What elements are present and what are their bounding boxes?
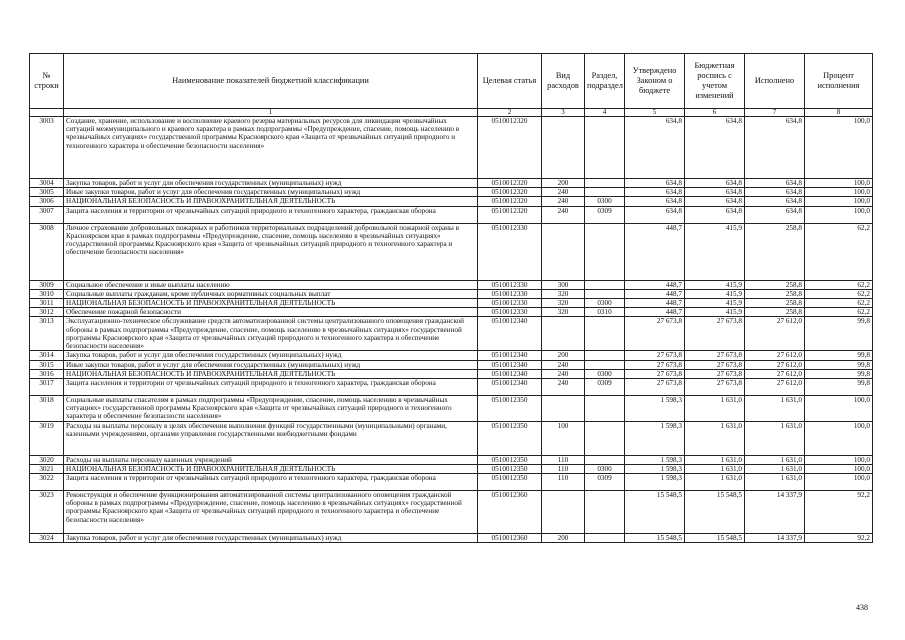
execution-percent: 92,2 — [805, 491, 873, 534]
approved-amount: 1 598,3 — [625, 464, 685, 473]
executed-amount: 27 612,0 — [745, 317, 805, 351]
target-article: 0510012340 — [478, 317, 542, 351]
expense-type: 320 — [542, 299, 585, 308]
section-code: 0309 — [585, 379, 625, 396]
target-article: 0510012340 — [478, 360, 542, 369]
row-number: 3015 — [30, 360, 64, 369]
row-number: 3023 — [30, 491, 64, 534]
expense-type — [542, 396, 585, 422]
approved-amount: 1 598,3 — [625, 396, 685, 422]
target-article: 0510012320 — [478, 188, 542, 197]
executed-amount: 258,8 — [745, 289, 805, 298]
approved-amount: 27 673,8 — [625, 351, 685, 360]
expense-type: 240 — [542, 197, 585, 206]
indicator-name: Реконструкция и обеспечение функционирования автоматизированной системы централизованного оповещения гражданской обороны в рамках подпрограммы «Предупреждение, спасение, помощь населению в чрезвычайных ситуациях» государственной программы Красноярского края «Защита от чрезвычайных ситуаций природного и техногенного характера и обеспечение безопасности населения» — [64, 491, 478, 534]
execution-percent: 100,0 — [805, 179, 873, 188]
table-row — [30, 197, 873, 206]
target-article: 0510012360 — [478, 534, 542, 543]
section-code — [585, 223, 625, 280]
section-code: 0309 — [585, 474, 625, 491]
execution-percent: 92,2 — [805, 534, 873, 543]
table-row — [30, 379, 873, 396]
section-code — [585, 188, 625, 197]
executed-amount: 27 612,0 — [745, 351, 805, 360]
section-code — [585, 421, 625, 455]
target-article: 0510012330 — [478, 280, 542, 289]
executed-amount: 14 337,9 — [745, 534, 805, 543]
table-row — [30, 117, 873, 179]
executed-amount: 258,8 — [745, 280, 805, 289]
target-article: 0510012340 — [478, 369, 542, 378]
execution-percent: 100,0 — [805, 464, 873, 473]
row-number: 3003 — [30, 117, 64, 179]
expense-type: 110 — [542, 464, 585, 473]
execution-percent: 100,0 — [805, 188, 873, 197]
indicator-name: НАЦИОНАЛЬНАЯ БЕЗОПАСНОСТЬ И ПРАВООХРАНИТЕЛЬНАЯ ДЕЯТЕЛЬНОСТЬ — [64, 299, 478, 308]
table-row — [30, 179, 873, 188]
section-code: 0300 — [585, 299, 625, 308]
col-number: 6 — [685, 109, 745, 117]
table-row — [30, 206, 873, 223]
row-number: 3019 — [30, 421, 64, 455]
approved-amount: 634,8 — [625, 117, 685, 179]
execution-percent: 100,0 — [805, 474, 873, 491]
target-article: 0510012350 — [478, 455, 542, 464]
header-expense-type: Вид расходов — [542, 54, 585, 109]
indicator-name: НАЦИОНАЛЬНАЯ БЕЗОПАСНОСТЬ И ПРАВООХРАНИТЕЛЬНАЯ ДЕЯТЕЛЬНОСТЬ — [64, 197, 478, 206]
target-article: 0510012360 — [478, 491, 542, 534]
execution-percent: 62,2 — [805, 280, 873, 289]
approved-amount: 448,7 — [625, 299, 685, 308]
row-number: 3016 — [30, 369, 64, 378]
approved-amount: 448,7 — [625, 223, 685, 280]
approved-amount: 1 598,3 — [625, 455, 685, 464]
executed-amount: 634,8 — [745, 206, 805, 223]
budget-list-amount: 634,8 — [685, 117, 745, 179]
section-code: 0309 — [585, 206, 625, 223]
expense-type — [542, 223, 585, 280]
table-row — [30, 369, 873, 378]
target-article: 0510012320 — [478, 197, 542, 206]
budget-list-amount: 15 548,5 — [685, 491, 745, 534]
budget-list-amount: 634,8 — [685, 188, 745, 197]
table-row — [30, 308, 873, 317]
executed-amount: 1 631,0 — [745, 455, 805, 464]
executed-amount: 258,8 — [745, 299, 805, 308]
target-article: 0510012330 — [478, 289, 542, 298]
section-code — [585, 179, 625, 188]
target-article: 0510012330 — [478, 299, 542, 308]
section-code — [585, 491, 625, 534]
col-number — [30, 109, 64, 117]
budget-list-amount: 15 548,5 — [685, 534, 745, 543]
target-article: 0510012320 — [478, 117, 542, 179]
indicator-name: Социальные выплаты спасателям в рамках подпрограммы «Предупреждение, спасение, помощь населению в чрезвычайных ситуациях» государственной программы Красноярского края «Защита от чрезвычайных ситуаций природного и техногенного характера и обеспечение безопасности населения» — [64, 396, 478, 422]
budget-list-amount: 27 673,8 — [685, 317, 745, 351]
table-row — [30, 396, 873, 422]
indicator-name: Обеспечение пожарной безопасности — [64, 308, 478, 317]
indicator-name: Иные закупки товаров, работ и услуг для обеспечения государственных (муниципальных) нужд — [64, 360, 478, 369]
table-row — [30, 474, 873, 491]
approved-amount: 27 673,8 — [625, 369, 685, 378]
execution-percent: 62,2 — [805, 299, 873, 308]
indicator-name: Создание, хранение, использование и восполнение краевого резерва материальных ресурсов для ликвидации чрезвычайных ситуаций межмуниципального и краевого характера в рамках подпрограммы «Предупреждение, спасение, помощь населению в чрезвычайных ситуациях» государственной программы Красноярского края «Защита от чрезвычайных ситуаций природного и техногенного характера и обеспечение безопасности населения» — [64, 117, 478, 179]
table-row — [30, 317, 873, 351]
approved-amount: 27 673,8 — [625, 317, 685, 351]
indicator-name: Эксплуатационно-техническое обслуживание средств автоматизированной системы централизованного оповещения гражданской обороны в рамках подпрограммы «Предупреждение, спасение, помощь населению в чрезвычайных ситуациях» государственной программы Красноярского края «Защита от чрезвычайных ситуаций природного и техногенного характера и обеспечение безопасности населения» — [64, 317, 478, 351]
table-row — [30, 455, 873, 464]
indicator-name: Расходы на выплаты персоналу казенных учреждений — [64, 455, 478, 464]
expense-type: 240 — [542, 206, 585, 223]
indicator-name: Личное страхование добровольных пожарных и работников территориальных подразделений добровольной пожарной охраны в Красноярском крае в рамках подпрограммы «Предупреждение, спасение, помощь населению в чрезвычайных ситуациях» государственной программы Красноярского края «Защита от чрезвычайных ситуаций природного и техногенного характера и обеспечение безопасности населения» — [64, 223, 478, 280]
target-article: 0510012350 — [478, 474, 542, 491]
expense-type — [542, 317, 585, 351]
target-article: 0510012320 — [478, 179, 542, 188]
budget-list-amount: 1 631,0 — [685, 464, 745, 473]
executed-amount: 1 631,0 — [745, 421, 805, 455]
execution-percent: 100,0 — [805, 421, 873, 455]
budget-list-amount: 415,9 — [685, 223, 745, 280]
approved-amount: 634,8 — [625, 197, 685, 206]
row-number: 3012 — [30, 308, 64, 317]
execution-percent: 100,0 — [805, 117, 873, 179]
budget-list-amount: 634,8 — [685, 206, 745, 223]
execution-percent: 100,0 — [805, 455, 873, 464]
table-row — [30, 421, 873, 455]
expense-type: 200 — [542, 534, 585, 543]
table-row — [30, 351, 873, 360]
budget-list-amount: 634,8 — [685, 179, 745, 188]
executed-amount: 27 612,0 — [745, 379, 805, 396]
approved-amount: 448,7 — [625, 280, 685, 289]
execution-percent: 62,2 — [805, 223, 873, 280]
expense-type — [542, 491, 585, 534]
header-executed: Исполнено — [745, 54, 805, 109]
approved-amount: 15 548,5 — [625, 534, 685, 543]
executed-amount: 1 631,0 — [745, 464, 805, 473]
row-number: 3010 — [30, 289, 64, 298]
budget-list-amount: 27 673,8 — [685, 351, 745, 360]
execution-percent: 62,2 — [805, 289, 873, 298]
target-article: 0510012340 — [478, 379, 542, 396]
header-approved: Утверждено Законом о бюджете — [625, 54, 685, 109]
section-code: 0300 — [585, 197, 625, 206]
page-number: 438 — [856, 603, 868, 612]
approved-amount: 27 673,8 — [625, 360, 685, 369]
column-number-row — [30, 109, 873, 117]
section-code — [585, 280, 625, 289]
budget-list-amount: 415,9 — [685, 308, 745, 317]
budget-list-amount: 1 631,0 — [685, 396, 745, 422]
header-section: Раздел, подраздел — [585, 54, 625, 109]
col-number: 8 — [805, 109, 873, 117]
expense-type: 200 — [542, 179, 585, 188]
expense-type: 100 — [542, 421, 585, 455]
approved-amount: 634,8 — [625, 188, 685, 197]
expense-type: 110 — [542, 455, 585, 464]
row-number: 3018 — [30, 396, 64, 422]
execution-percent: 100,0 — [805, 197, 873, 206]
expense-type — [542, 117, 585, 179]
row-number: 3020 — [30, 455, 64, 464]
execution-percent: 99,8 — [805, 369, 873, 378]
row-number: 3005 — [30, 188, 64, 197]
table-row — [30, 360, 873, 369]
table-row — [30, 464, 873, 473]
row-number: 3006 — [30, 197, 64, 206]
section-code — [585, 289, 625, 298]
expense-type: 240 — [542, 379, 585, 396]
expense-type: 320 — [542, 289, 585, 298]
expense-type: 240 — [542, 188, 585, 197]
row-number: 3014 — [30, 351, 64, 360]
section-code — [585, 455, 625, 464]
execution-percent: 100,0 — [805, 396, 873, 422]
indicator-name: Закупка товаров, работ и услуг для обеспечения государственных (муниципальных) нужд — [64, 351, 478, 360]
expense-type: 110 — [542, 474, 585, 491]
execution-percent: 99,8 — [805, 379, 873, 396]
indicator-name: Социальные выплаты гражданам, кроме публичных нормативных социальных выплат — [64, 289, 478, 298]
target-article: 0510012350 — [478, 421, 542, 455]
section-code: 0300 — [585, 369, 625, 378]
expense-type: 300 — [542, 280, 585, 289]
expense-type: 200 — [542, 351, 585, 360]
target-article: 0510012320 — [478, 206, 542, 223]
approved-amount: 15 548,5 — [625, 491, 685, 534]
table-row — [30, 188, 873, 197]
col-number: 7 — [745, 109, 805, 117]
indicator-name: Закупка товаров, работ и услуг для обеспечения государственных (муниципальных) нужд — [64, 534, 478, 543]
indicator-name: Защита населения и территории от чрезвычайных ситуаций природного и техногенного характера, гражданская оборона — [64, 379, 478, 396]
target-article: 0510012340 — [478, 351, 542, 360]
executed-amount: 14 337,9 — [745, 491, 805, 534]
section-code — [585, 360, 625, 369]
header-row-no: № строки — [30, 54, 64, 109]
row-number: 3024 — [30, 534, 64, 543]
header-name: Наименование показателей бюджетной классификации — [64, 54, 478, 109]
table-row — [30, 280, 873, 289]
col-number: 2 — [478, 109, 542, 117]
col-number: 4 — [585, 109, 625, 117]
col-number: 1 — [64, 109, 478, 117]
row-number: 3011 — [30, 299, 64, 308]
budget-list-amount: 27 673,8 — [685, 379, 745, 396]
col-number: 5 — [625, 109, 685, 117]
row-number: 3004 — [30, 179, 64, 188]
expense-type: 240 — [542, 360, 585, 369]
approved-amount: 448,7 — [625, 289, 685, 298]
indicator-name: НАЦИОНАЛЬНАЯ БЕЗОПАСНОСТЬ И ПРАВООХРАНИТЕЛЬНАЯ ДЕЯТЕЛЬНОСТЬ — [64, 369, 478, 378]
budget-list-amount: 1 631,0 — [685, 455, 745, 464]
indicator-name: Закупка товаров, работ и услуг для обеспечения государственных (муниципальных) нужд — [64, 179, 478, 188]
section-code: 0310 — [585, 308, 625, 317]
target-article: 0510012350 — [478, 464, 542, 473]
target-article: 0510012330 — [478, 223, 542, 280]
row-number: 3022 — [30, 474, 64, 491]
row-number: 3013 — [30, 317, 64, 351]
budget-list-amount: 415,9 — [685, 289, 745, 298]
execution-percent: 99,8 — [805, 360, 873, 369]
target-article: 0510012350 — [478, 396, 542, 422]
table-row — [30, 491, 873, 534]
budget-list-amount: 27 673,8 — [685, 369, 745, 378]
budget-list-amount: 1 631,0 — [685, 421, 745, 455]
expense-type: 320 — [542, 308, 585, 317]
approved-amount: 1 598,3 — [625, 421, 685, 455]
indicator-name: Иные закупки товаров, работ и услуг для обеспечения государственных (муниципальных) нужд — [64, 188, 478, 197]
header-percent: Процент исполнения — [805, 54, 873, 109]
header-budget-list: Бюджетная роспись с учетом изменений — [685, 54, 745, 109]
indicator-name: Защита населения и территории от чрезвычайных ситуаций природного и техногенного характера, гражданская оборона — [64, 206, 478, 223]
row-number: 3017 — [30, 379, 64, 396]
row-number: 3007 — [30, 206, 64, 223]
executed-amount: 634,8 — [745, 188, 805, 197]
executed-amount: 634,8 — [745, 179, 805, 188]
executed-amount: 1 631,0 — [745, 396, 805, 422]
approved-amount: 448,7 — [625, 308, 685, 317]
table-row — [30, 289, 873, 298]
budget-list-amount: 1 631,0 — [685, 474, 745, 491]
expense-type: 240 — [542, 369, 585, 378]
executed-amount: 634,8 — [745, 197, 805, 206]
section-code — [585, 117, 625, 179]
row-number: 3009 — [30, 280, 64, 289]
approved-amount: 1 598,3 — [625, 474, 685, 491]
budget-list-amount: 27 673,8 — [685, 360, 745, 369]
execution-percent: 100,0 — [805, 206, 873, 223]
budget-list-amount: 415,9 — [685, 280, 745, 289]
row-number: 3021 — [30, 464, 64, 473]
target-article: 0510012330 — [478, 308, 542, 317]
section-code — [585, 534, 625, 543]
execution-percent: 99,8 — [805, 351, 873, 360]
executed-amount: 634,8 — [745, 117, 805, 179]
budget-list-amount: 415,9 — [685, 299, 745, 308]
indicator-name: НАЦИОНАЛЬНАЯ БЕЗОПАСНОСТЬ И ПРАВООХРАНИТЕЛЬНАЯ ДЕЯТЕЛЬНОСТЬ — [64, 464, 478, 473]
approved-amount: 634,8 — [625, 179, 685, 188]
indicator-name: Защита населения и территории от чрезвычайных ситуаций природного и техногенного характера, гражданская оборона — [64, 474, 478, 491]
executed-amount: 1 631,0 — [745, 474, 805, 491]
execution-percent: 62,2 — [805, 308, 873, 317]
table-row — [30, 299, 873, 308]
header-row — [30, 54, 873, 109]
section-code — [585, 351, 625, 360]
executed-amount: 258,8 — [745, 308, 805, 317]
indicator-name: Расходы на выплаты персоналу в целях обеспечения выполнения функций государственными (муниципальными) органами, казенными учреждениями, органами управления государственными внебюджетными фондами — [64, 421, 478, 455]
section-code — [585, 396, 625, 422]
executed-amount: 27 612,0 — [745, 369, 805, 378]
budget-table — [29, 53, 873, 543]
approved-amount: 27 673,8 — [625, 379, 685, 396]
col-number: 3 — [542, 109, 585, 117]
approved-amount: 634,8 — [625, 206, 685, 223]
executed-amount: 258,8 — [745, 223, 805, 280]
executed-amount: 27 612,0 — [745, 360, 805, 369]
section-code: 0300 — [585, 464, 625, 473]
header-target: Целевая статья — [478, 54, 542, 109]
budget-list-amount: 634,8 — [685, 197, 745, 206]
section-code — [585, 317, 625, 351]
execution-percent: 99,8 — [805, 317, 873, 351]
row-number: 3008 — [30, 223, 64, 280]
table-row — [30, 223, 873, 280]
table-row — [30, 534, 873, 543]
indicator-name: Социальное обеспечение и иные выплаты населению — [64, 280, 478, 289]
